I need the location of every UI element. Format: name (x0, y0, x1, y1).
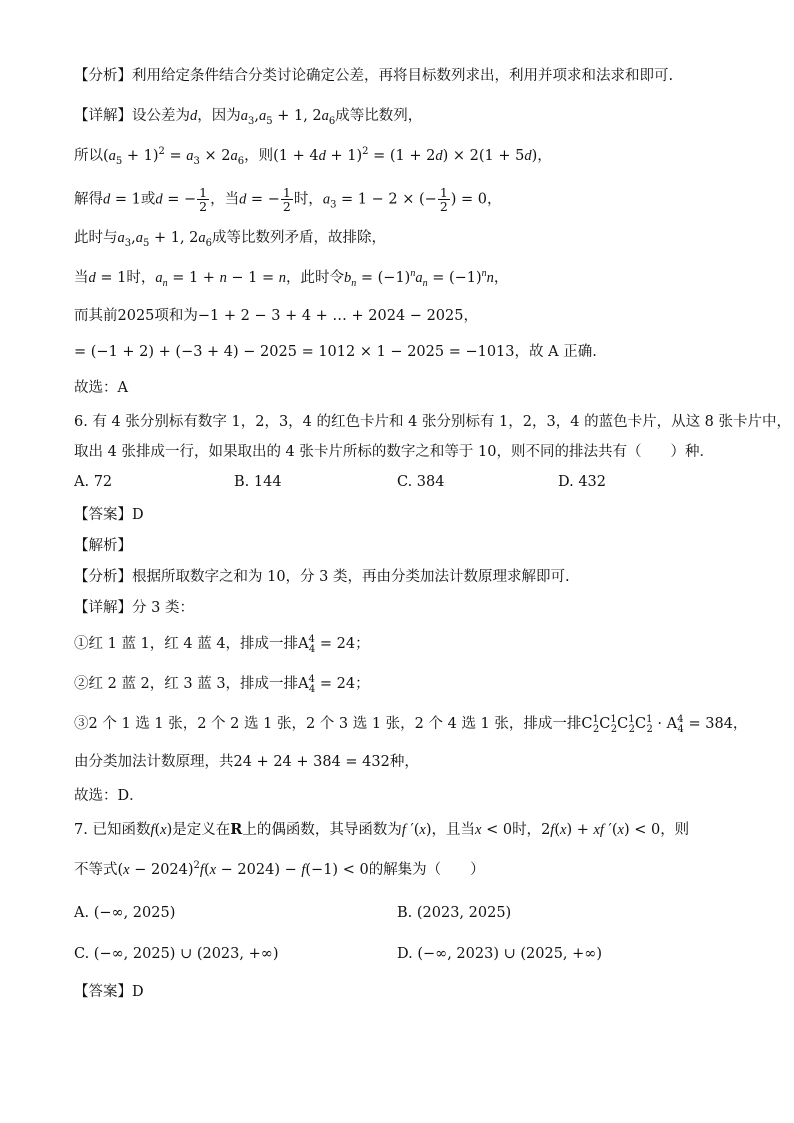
q6-stem-1: 6. 有 4 张分别标有数字 1，2，3，4 的红色卡片和 4 张分别标有 1，2，3，4 的蓝色卡片，从这 8 张卡片中， (74, 414, 792, 430)
q6-option-c: C. 384 (397, 474, 445, 490)
q6-stem-2: 取出 4 张排成一行，如果取出的 4 张卡片所标的数字之和等于 10，则不同的排法共有（ ）种． (74, 444, 714, 460)
q6-jiexi: 【解析】 (74, 538, 132, 554)
q6-case-3: ③2 个 1 选 1 张，2 个 2 选 1 张，2 个 3 选 1 张，2 个 4 选 1 张，排成一排$C^1_2C^1_2C^1_2C^1_2 \cdot A^4_4 = 384$， (74, 714, 748, 735)
q6-analysis: 【分析】根据所取数字之和为 10，分 3 类，再由分类加法计数原理求解即可. (74, 569, 570, 585)
q6-option-b: B. 144 (234, 474, 282, 490)
detail-line-1: 【详解】设公差为d，因为$a_3,a_5 + 1$, $2a_6$成等比数列， (74, 108, 423, 127)
q7-stem-2: 不等式$(x - 2024)^2f(x - 2024) - f(-1) < 0$的解集为（ ） (74, 860, 485, 878)
analysis-line: 【分析】利用给定条件结合分类讨论确定公差，再将目标数列求出，利用并项求和法求和即可. (74, 68, 674, 84)
q6-answer: 【答案】D (74, 507, 144, 523)
q6-detail: 【详解】分 3 类： (74, 600, 194, 616)
q7-option-a: A. (−∞, 2025) (74, 905, 176, 921)
q7-option-b: B. (2023, 2025) (397, 905, 512, 921)
detail-line-4: 此时与$a_3,a_5 + 1$, $2a_6$成等比数列矛盾，故排除， (74, 230, 387, 249)
q6-case-2: ②红 2 蓝 2，红 3 蓝 3，排成一排$A^4_4 = 24$； (74, 674, 370, 695)
q7-answer: 【答案】D (74, 984, 144, 1000)
q7-option-d: D. (−∞, 2023) ∪ (2025, +∞) (397, 946, 603, 962)
q6-sum: 由分类加法计数原理，共24 + 24 + 384 = 432种， (74, 754, 419, 770)
choice-line: 故选：A (74, 380, 128, 396)
q6-choice: 故选：D． (74, 788, 144, 804)
q6-case-1: ①红 1 蓝 1，红 4 蓝 4，排成一排$A^4_4 = 24$； (74, 634, 370, 655)
q6-option-d: D. 432 (558, 474, 607, 490)
detail-line-7: = (−1 + 2) + (−3 + 4) − 2025 = 1012 × 1 − 2025 = −1013，故 A 正确. (74, 344, 597, 360)
q7-stem-1: 7. 已知函数f(x)是定义在R上的偶函数，其导函数为f ′(x)，且当x < 0时，2f(x) + xf ′(x) < 0，则 (74, 821, 690, 838)
detail-line-6: 而其前2025项和为−1 + 2 − 3 + 4 + … + 2024 − 2025， (74, 308, 478, 324)
detail-line-2: 所以$(a_5 + 1)^2 = a_3 \times 2a_6$，则$(1 + 4d + 1)^2 = (1 + 2d) \times 2(1 + 5d)$， (74, 146, 552, 167)
detail-line-5: 当d = 1时，$a_n = 1 + n - 1 = n$，此时令$b_n = (-1)^na_n = (-1)^nn$， (74, 268, 509, 289)
detail-line-3: 解得d = 1或d = − $\frac{1}{2}$ ，当d = − $\frac{1}{2}$ 时，$a_3 = 1 - 2$ × (− $\frac{1}{2}$ ) = 0， (74, 185, 502, 214)
q6-option-a: A. 72 (74, 474, 113, 490)
q7-option-c: C. (−∞, 2025) ∪ (2023, +∞) (74, 946, 279, 962)
